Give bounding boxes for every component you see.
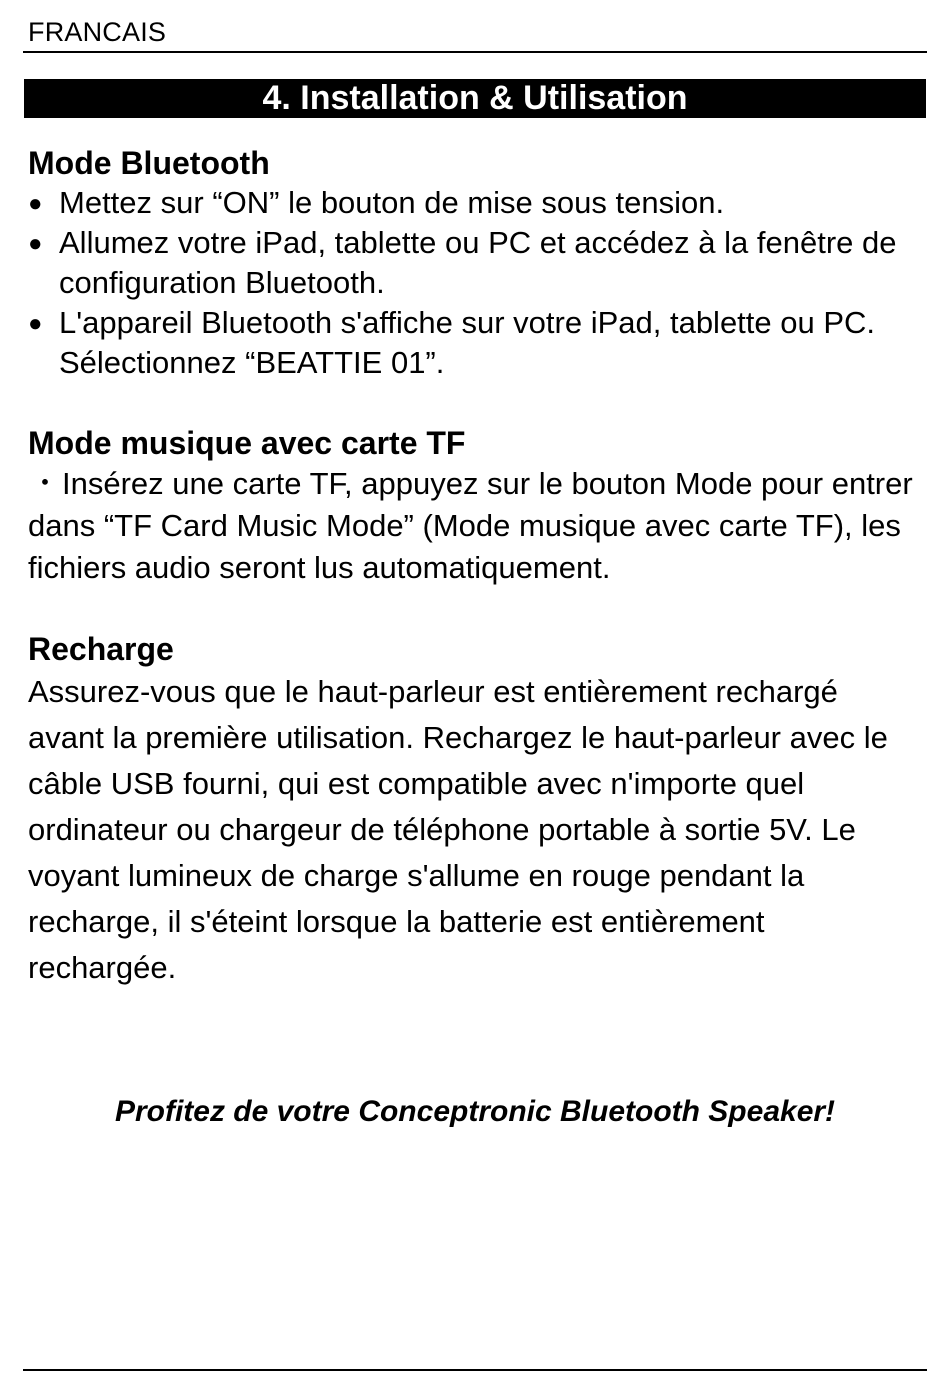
bullet-icon: ●: [28, 310, 43, 337]
bullet-icon: ・: [29, 466, 61, 501]
bullet-text: Mettez sur “ON” le bouton de mise sous tension.: [59, 185, 725, 220]
bluetooth-steps: [28, 183, 918, 383]
bullet-text: L'appareil Bluetooth s'affiche sur votre iPad, tablette ou PC. Sélectionnez “BEATTIE 01”.: [59, 305, 876, 380]
footer-slogan: Profitez de votre Conceptronic Bluetooth Speaker!: [114, 1095, 836, 1128]
recharge-paragraph: Assurez-vous que le haut-parleur est entièrement rechargé avant la première utilisation. Rechargez le haut-parleur avec le câble USB fourni, qui est compatible avec n'importe quel ordinateur ou chargeur de téléphone portable à sortie 5V. Le voyant lumineux de charge s'allume en rouge pendant la recharge, il s'éteint lorsque la batterie est entièrement rechargée.: [28, 674, 888, 985]
list-item: [28, 303, 918, 383]
bullet-icon: ●: [28, 190, 43, 217]
tf-mode-paragraph: [28, 463, 918, 589]
recharge-heading: Recharge: [28, 631, 174, 667]
footer-divider: [23, 1369, 927, 1371]
list-item: [28, 183, 918, 223]
header-divider: [23, 51, 927, 53]
language-label: FRANCAIS: [28, 17, 167, 47]
list-item: [28, 223, 918, 303]
bullet-icon: ●: [28, 230, 43, 257]
bullet-text: Allumez votre iPad, tablette ou PC et accédez à la fenêtre de configuration Bluetooth.: [59, 225, 897, 300]
bluetooth-heading: Mode Bluetooth: [28, 145, 270, 181]
section-title-banner: 4. Installation & Utilisation: [24, 79, 926, 118]
tf-mode-text: Insérez une carte TF, appuyez sur le bouton Mode pour entrer dans “TF Card Music Mode” (Mode musique avec carte TF), les fichiers audio seront lus automatiquement.: [28, 466, 913, 585]
main-content: [28, 143, 918, 991]
tf-mode-heading: Mode musique avec carte TF: [28, 425, 466, 461]
